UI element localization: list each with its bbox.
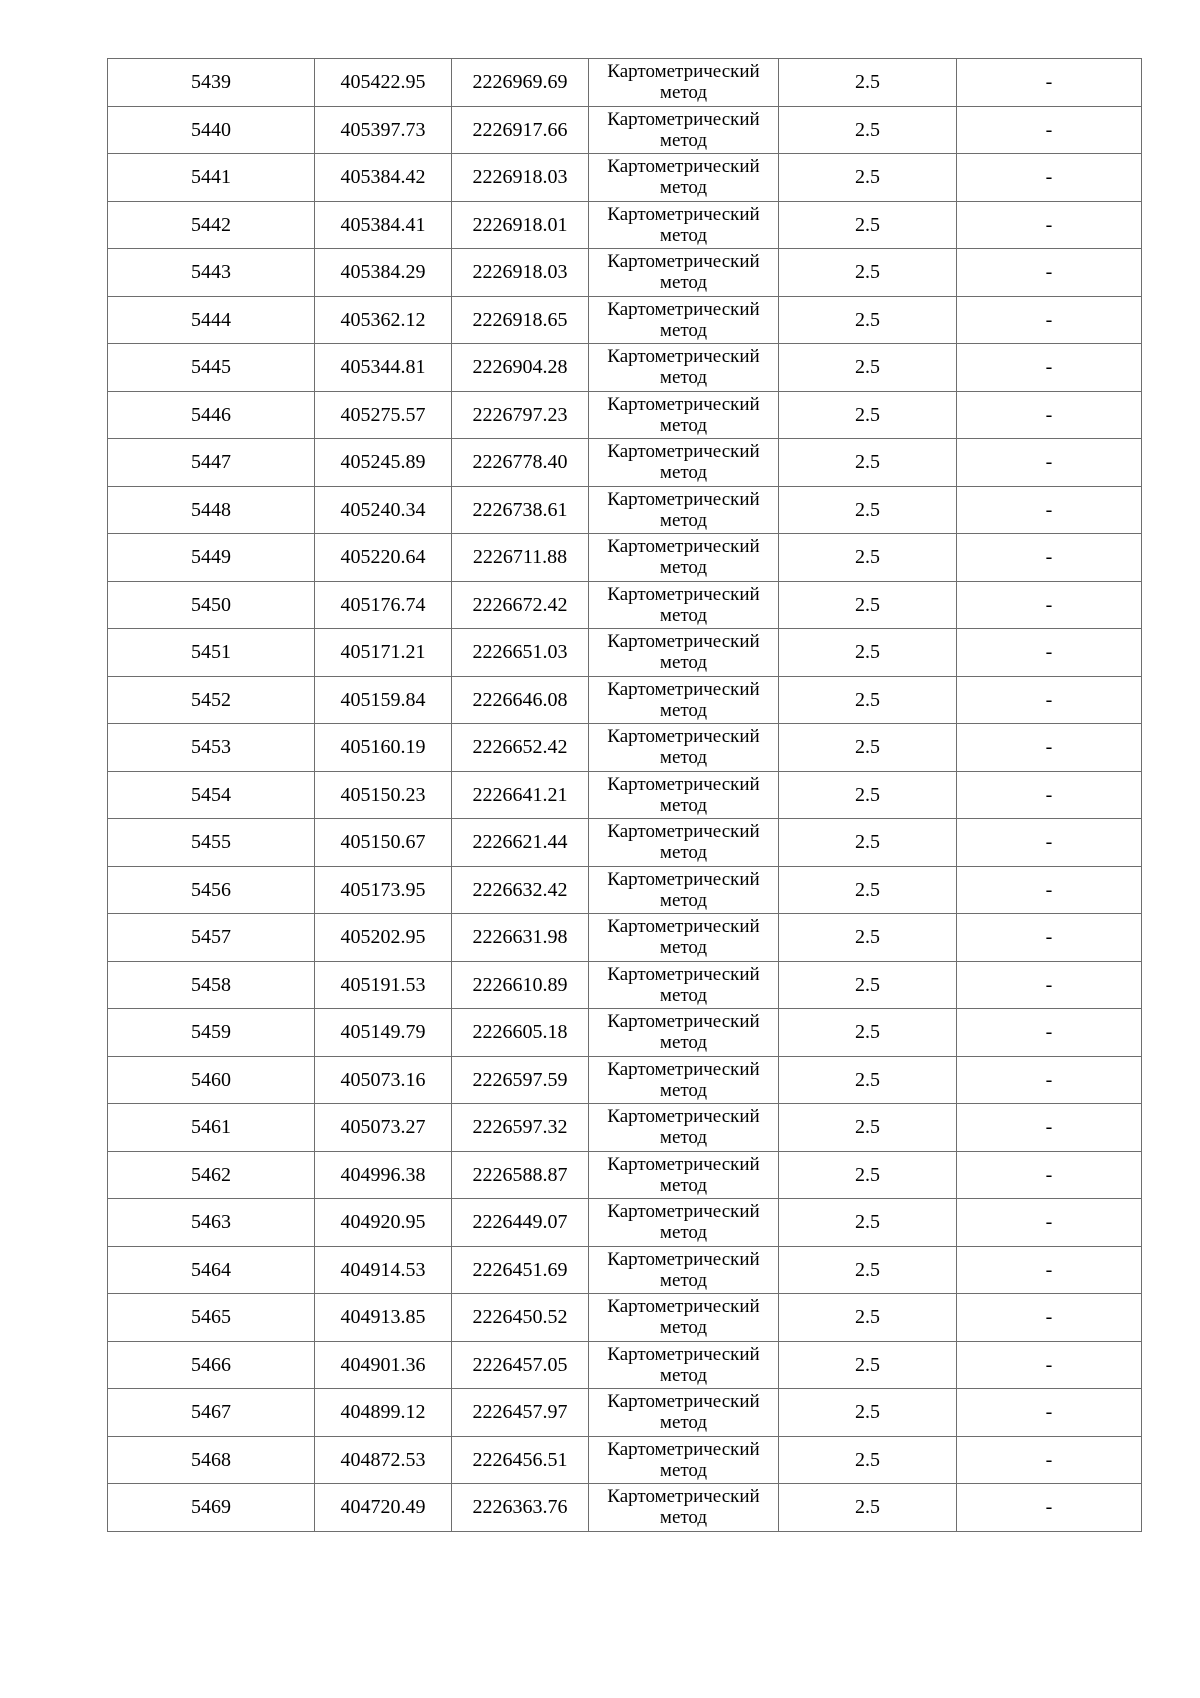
method-line: Картометрический: [607, 536, 760, 558]
method-line: метод: [659, 652, 708, 674]
method-cell: [589, 819, 779, 867]
x-coordinate-cell: 405384.41: [315, 201, 452, 249]
point-number-cell: 5440: [108, 106, 315, 154]
method-line: Картометрический: [607, 108, 760, 130]
point-number-cell: 5448: [108, 486, 315, 534]
note-cell: -: [957, 486, 1142, 534]
x-coordinate-cell: 405073.27: [315, 1104, 452, 1152]
point-number-cell: 5469: [108, 1484, 315, 1532]
x-coordinate-cell: 405150.23: [315, 771, 452, 819]
note-cell: -: [957, 1389, 1142, 1437]
accuracy-cell: 2.5: [779, 1009, 957, 1057]
accuracy-cell: 2.5: [779, 1151, 957, 1199]
method-line: метод: [659, 82, 708, 104]
y-coordinate-cell: 2226918.03: [452, 154, 589, 202]
method-line: метод: [659, 129, 708, 151]
table-row: [108, 676, 1142, 724]
method-cell: [589, 1009, 779, 1057]
method-line: метод: [659, 1507, 708, 1529]
table-row: [108, 486, 1142, 534]
accuracy-cell: 2.5: [779, 391, 957, 439]
method-line: Картометрический: [607, 1106, 760, 1128]
note-cell: -: [957, 629, 1142, 677]
x-coordinate-cell: 405159.84: [315, 676, 452, 724]
table-row: [108, 1104, 1142, 1152]
y-coordinate-cell: 2226597.59: [452, 1056, 589, 1104]
y-coordinate-cell: 2226449.07: [452, 1199, 589, 1247]
method-line: метод: [659, 414, 708, 436]
accuracy-cell: 2.5: [779, 1294, 957, 1342]
accuracy-cell: 2.5: [779, 819, 957, 867]
point-number-cell: 5455: [108, 819, 315, 867]
accuracy-cell: 2.5: [779, 771, 957, 819]
point-number-cell: 5445: [108, 344, 315, 392]
note-cell: -: [957, 1056, 1142, 1104]
method-line: Картометрический: [607, 583, 760, 605]
x-coordinate-cell: 405344.81: [315, 344, 452, 392]
note-cell: -: [957, 391, 1142, 439]
method-line: Картометрический: [607, 251, 760, 273]
method-line: Картометрический: [607, 441, 760, 463]
method-cell: [589, 1294, 779, 1342]
table-row: [108, 439, 1142, 487]
accuracy-cell: 2.5: [779, 534, 957, 582]
note-cell: -: [957, 771, 1142, 819]
note-cell: -: [957, 59, 1142, 107]
y-coordinate-cell: 2226918.65: [452, 296, 589, 344]
method-line: метод: [659, 889, 708, 911]
accuracy-cell: 2.5: [779, 629, 957, 677]
x-coordinate-cell: 404901.36: [315, 1341, 452, 1389]
accuracy-cell: 2.5: [779, 1246, 957, 1294]
method-line: метод: [659, 699, 708, 721]
point-number-cell: 5466: [108, 1341, 315, 1389]
table-row: [108, 1246, 1142, 1294]
table-row: [108, 201, 1142, 249]
coordinates-table: [107, 58, 1142, 1532]
method-cell: [589, 106, 779, 154]
point-number-cell: 5461: [108, 1104, 315, 1152]
method-cell: [589, 676, 779, 724]
method-line: метод: [659, 1269, 708, 1291]
accuracy-cell: 2.5: [779, 1341, 957, 1389]
note-cell: -: [957, 1009, 1142, 1057]
note-cell: -: [957, 1151, 1142, 1199]
y-coordinate-cell: 2226651.03: [452, 629, 589, 677]
point-number-cell: 5464: [108, 1246, 315, 1294]
table-row: [108, 1436, 1142, 1484]
table-row: [108, 59, 1142, 107]
y-coordinate-cell: 2226738.61: [452, 486, 589, 534]
note-cell: -: [957, 344, 1142, 392]
point-number-cell: 5460: [108, 1056, 315, 1104]
accuracy-cell: 2.5: [779, 201, 957, 249]
table-row: [108, 391, 1142, 439]
method-line: метод: [659, 462, 708, 484]
table-row: [108, 1199, 1142, 1247]
point-number-cell: 5467: [108, 1389, 315, 1437]
point-number-cell: 5462: [108, 1151, 315, 1199]
method-line: Картометрический: [607, 1011, 760, 1033]
method-line: Картометрический: [607, 963, 760, 985]
x-coordinate-cell: 405191.53: [315, 961, 452, 1009]
table-row: [108, 914, 1142, 962]
x-coordinate-cell: 404914.53: [315, 1246, 452, 1294]
table-row: [108, 1341, 1142, 1389]
note-cell: -: [957, 296, 1142, 344]
point-number-cell: 5463: [108, 1199, 315, 1247]
x-coordinate-cell: 404913.85: [315, 1294, 452, 1342]
method-line: метод: [659, 747, 708, 769]
method-line: Картометрический: [607, 631, 760, 653]
method-line: метод: [659, 937, 708, 959]
y-coordinate-cell: 2226646.08: [452, 676, 589, 724]
method-line: Картометрический: [607, 156, 760, 178]
method-cell: [589, 1199, 779, 1247]
accuracy-cell: 2.5: [779, 961, 957, 1009]
y-coordinate-cell: 2226632.42: [452, 866, 589, 914]
y-coordinate-cell: 2226917.66: [452, 106, 589, 154]
method-line: метод: [659, 842, 708, 864]
method-cell: [589, 629, 779, 677]
accuracy-cell: 2.5: [779, 59, 957, 107]
x-coordinate-cell: 405384.42: [315, 154, 452, 202]
x-coordinate-cell: 405397.73: [315, 106, 452, 154]
method-cell: [589, 724, 779, 772]
method-line: метод: [659, 367, 708, 389]
point-number-cell: 5446: [108, 391, 315, 439]
point-number-cell: 5454: [108, 771, 315, 819]
y-coordinate-cell: 2226672.42: [452, 581, 589, 629]
method-line: метод: [659, 1412, 708, 1434]
note-cell: -: [957, 154, 1142, 202]
method-line: Картометрический: [607, 1153, 760, 1175]
point-number-cell: 5443: [108, 249, 315, 297]
accuracy-cell: 2.5: [779, 439, 957, 487]
method-line: Картометрический: [607, 678, 760, 700]
table-row: [108, 724, 1142, 772]
table-row: [108, 344, 1142, 392]
method-line: метод: [659, 984, 708, 1006]
point-number-cell: 5439: [108, 59, 315, 107]
note-cell: -: [957, 1484, 1142, 1532]
y-coordinate-cell: 2226451.69: [452, 1246, 589, 1294]
method-cell: [589, 296, 779, 344]
method-cell: [589, 344, 779, 392]
y-coordinate-cell: 2226450.52: [452, 1294, 589, 1342]
x-coordinate-cell: 405073.16: [315, 1056, 452, 1104]
method-line: Картометрический: [607, 1343, 760, 1365]
table-row: [108, 581, 1142, 629]
method-cell: [589, 1341, 779, 1389]
x-coordinate-cell: 404899.12: [315, 1389, 452, 1437]
note-cell: -: [957, 819, 1142, 867]
method-line: метод: [659, 1459, 708, 1481]
x-coordinate-cell: 405275.57: [315, 391, 452, 439]
method-line: метод: [659, 1222, 708, 1244]
note-cell: -: [957, 1294, 1142, 1342]
y-coordinate-cell: 2226918.03: [452, 249, 589, 297]
accuracy-cell: 2.5: [779, 106, 957, 154]
point-number-cell: 5451: [108, 629, 315, 677]
method-cell: [589, 201, 779, 249]
table-row: [108, 819, 1142, 867]
method-line: метод: [659, 272, 708, 294]
x-coordinate-cell: 405245.89: [315, 439, 452, 487]
y-coordinate-cell: 2226363.76: [452, 1484, 589, 1532]
y-coordinate-cell: 2226597.32: [452, 1104, 589, 1152]
accuracy-cell: 2.5: [779, 1389, 957, 1437]
note-cell: -: [957, 201, 1142, 249]
x-coordinate-cell: 404872.53: [315, 1436, 452, 1484]
method-cell: [589, 534, 779, 582]
note-cell: -: [957, 1199, 1142, 1247]
accuracy-cell: 2.5: [779, 1104, 957, 1152]
x-coordinate-cell: 405150.67: [315, 819, 452, 867]
x-coordinate-cell: 405173.95: [315, 866, 452, 914]
table-row: [108, 771, 1142, 819]
table-row: [108, 1484, 1142, 1532]
x-coordinate-cell: 405160.19: [315, 724, 452, 772]
accuracy-cell: 2.5: [779, 1484, 957, 1532]
method-line: метод: [659, 1127, 708, 1149]
note-cell: -: [957, 961, 1142, 1009]
accuracy-cell: 2.5: [779, 344, 957, 392]
method-line: Картометрический: [607, 1201, 760, 1223]
y-coordinate-cell: 2226457.05: [452, 1341, 589, 1389]
point-number-cell: 5465: [108, 1294, 315, 1342]
note-cell: -: [957, 866, 1142, 914]
table-row: [108, 154, 1142, 202]
method-line: Картометрический: [607, 773, 760, 795]
note-cell: -: [957, 439, 1142, 487]
method-cell: [589, 581, 779, 629]
method-line: Картометрический: [607, 868, 760, 890]
accuracy-cell: 2.5: [779, 914, 957, 962]
point-number-cell: 5457: [108, 914, 315, 962]
method-cell: [589, 1104, 779, 1152]
point-number-cell: 5450: [108, 581, 315, 629]
accuracy-cell: 2.5: [779, 866, 957, 914]
note-cell: -: [957, 1104, 1142, 1152]
note-cell: -: [957, 724, 1142, 772]
accuracy-cell: 2.5: [779, 1199, 957, 1247]
x-coordinate-cell: 405362.12: [315, 296, 452, 344]
method-line: Картометрический: [607, 821, 760, 843]
method-cell: [589, 486, 779, 534]
x-coordinate-cell: 405422.95: [315, 59, 452, 107]
table-row: [108, 1056, 1142, 1104]
note-cell: -: [957, 914, 1142, 962]
y-coordinate-cell: 2226621.44: [452, 819, 589, 867]
method-line: Картометрический: [607, 726, 760, 748]
y-coordinate-cell: 2226904.28: [452, 344, 589, 392]
point-number-cell: 5447: [108, 439, 315, 487]
method-cell: [589, 771, 779, 819]
point-number-cell: 5441: [108, 154, 315, 202]
y-coordinate-cell: 2226641.21: [452, 771, 589, 819]
method-cell: [589, 59, 779, 107]
method-line: метод: [659, 509, 708, 531]
method-line: Картометрический: [607, 916, 760, 938]
accuracy-cell: 2.5: [779, 581, 957, 629]
method-line: Картометрический: [607, 1296, 760, 1318]
method-line: метод: [659, 794, 708, 816]
accuracy-cell: 2.5: [779, 486, 957, 534]
method-line: метод: [659, 1317, 708, 1339]
y-coordinate-cell: 2226918.01: [452, 201, 589, 249]
table-body: [108, 59, 1142, 1532]
point-number-cell: 5458: [108, 961, 315, 1009]
note-cell: -: [957, 1436, 1142, 1484]
method-line: метод: [659, 1364, 708, 1386]
x-coordinate-cell: 404996.38: [315, 1151, 452, 1199]
y-coordinate-cell: 2226711.88: [452, 534, 589, 582]
x-coordinate-cell: 405149.79: [315, 1009, 452, 1057]
x-coordinate-cell: 404720.49: [315, 1484, 452, 1532]
method-cell: [589, 914, 779, 962]
accuracy-cell: 2.5: [779, 296, 957, 344]
note-cell: -: [957, 534, 1142, 582]
method-cell: [589, 866, 779, 914]
method-cell: [589, 1484, 779, 1532]
point-number-cell: 5459: [108, 1009, 315, 1057]
method-line: метод: [659, 1032, 708, 1054]
table-row: [108, 249, 1142, 297]
y-coordinate-cell: 2226605.18: [452, 1009, 589, 1057]
x-coordinate-cell: 404920.95: [315, 1199, 452, 1247]
point-number-cell: 5444: [108, 296, 315, 344]
method-cell: [589, 1436, 779, 1484]
table-row: [108, 1009, 1142, 1057]
y-coordinate-cell: 2226456.51: [452, 1436, 589, 1484]
x-coordinate-cell: 405220.64: [315, 534, 452, 582]
method-line: Картометрический: [607, 393, 760, 415]
table-row: [108, 1151, 1142, 1199]
method-line: Картометрический: [607, 1486, 760, 1508]
table-row: [108, 629, 1142, 677]
x-coordinate-cell: 405171.21: [315, 629, 452, 677]
table-row: [108, 296, 1142, 344]
note-cell: -: [957, 1341, 1142, 1389]
point-number-cell: 5453: [108, 724, 315, 772]
method-line: Картометрический: [607, 1248, 760, 1270]
y-coordinate-cell: 2226797.23: [452, 391, 589, 439]
accuracy-cell: 2.5: [779, 249, 957, 297]
y-coordinate-cell: 2226588.87: [452, 1151, 589, 1199]
y-coordinate-cell: 2226457.97: [452, 1389, 589, 1437]
method-line: Картометрический: [607, 203, 760, 225]
y-coordinate-cell: 2226778.40: [452, 439, 589, 487]
accuracy-cell: 2.5: [779, 676, 957, 724]
method-line: Картометрический: [607, 298, 760, 320]
method-cell: [589, 961, 779, 1009]
table-row: [108, 534, 1142, 582]
table-row: [108, 866, 1142, 914]
y-coordinate-cell: 2226631.98: [452, 914, 589, 962]
method-line: Картометрический: [607, 1438, 760, 1460]
method-line: метод: [659, 604, 708, 626]
method-line: метод: [659, 1079, 708, 1101]
method-cell: [589, 1151, 779, 1199]
point-number-cell: 5452: [108, 676, 315, 724]
note-cell: -: [957, 249, 1142, 297]
method-line: Картометрический: [607, 1058, 760, 1080]
note-cell: -: [957, 106, 1142, 154]
accuracy-cell: 2.5: [779, 724, 957, 772]
method-line: Картометрический: [607, 61, 760, 83]
table-row: [108, 1389, 1142, 1437]
method-cell: [589, 1056, 779, 1104]
point-number-cell: 5456: [108, 866, 315, 914]
accuracy-cell: 2.5: [779, 1056, 957, 1104]
y-coordinate-cell: 2226610.89: [452, 961, 589, 1009]
accuracy-cell: 2.5: [779, 1436, 957, 1484]
point-number-cell: 5449: [108, 534, 315, 582]
method-cell: [589, 1246, 779, 1294]
x-coordinate-cell: 405240.34: [315, 486, 452, 534]
table-row: [108, 1294, 1142, 1342]
method-line: метод: [659, 1174, 708, 1196]
method-cell: [589, 439, 779, 487]
method-cell: [589, 391, 779, 439]
note-cell: -: [957, 1246, 1142, 1294]
method-line: метод: [659, 177, 708, 199]
method-cell: [589, 249, 779, 297]
method-line: метод: [659, 319, 708, 341]
table-row: [108, 106, 1142, 154]
method-line: Картометрический: [607, 346, 760, 368]
method-line: Картометрический: [607, 488, 760, 510]
y-coordinate-cell: 2226652.42: [452, 724, 589, 772]
method-line: метод: [659, 557, 708, 579]
y-coordinate-cell: 2226969.69: [452, 59, 589, 107]
method-cell: [589, 1389, 779, 1437]
note-cell: -: [957, 676, 1142, 724]
x-coordinate-cell: 405202.95: [315, 914, 452, 962]
note-cell: -: [957, 581, 1142, 629]
point-number-cell: 5442: [108, 201, 315, 249]
method-line: метод: [659, 224, 708, 246]
x-coordinate-cell: 405384.29: [315, 249, 452, 297]
x-coordinate-cell: 405176.74: [315, 581, 452, 629]
method-line: Картометрический: [607, 1391, 760, 1413]
point-number-cell: 5468: [108, 1436, 315, 1484]
table-row: [108, 961, 1142, 1009]
method-cell: [589, 154, 779, 202]
accuracy-cell: 2.5: [779, 154, 957, 202]
